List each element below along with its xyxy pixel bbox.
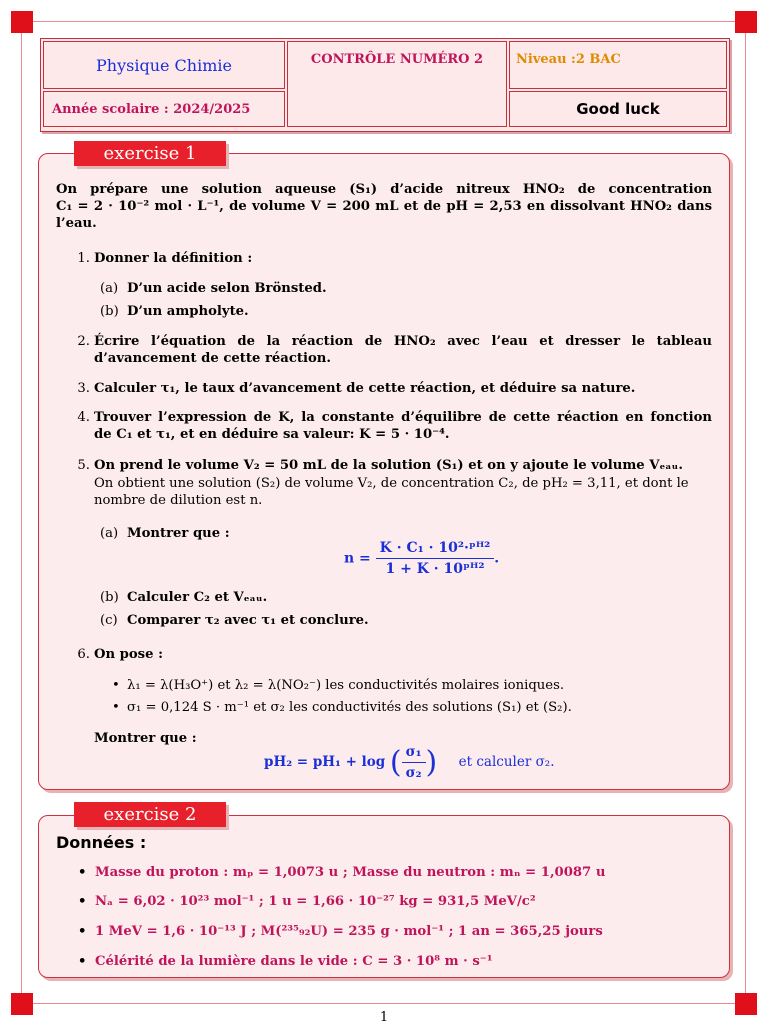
intro-line-3: l’eau. bbox=[56, 216, 97, 231]
page-number: 1 bbox=[379, 1010, 389, 1025]
q5a-text: Montrer que : bbox=[127, 526, 230, 541]
good-luck: Good luck bbox=[509, 91, 727, 127]
exercise2-tag: exercise 2 bbox=[74, 802, 226, 827]
exercise1-tag: exercise 1 bbox=[74, 141, 226, 166]
q6-number: 6. bbox=[77, 647, 90, 662]
q5b-label: (b) bbox=[100, 590, 119, 605]
ph-formula: pH₂ = pH₁ + log ( $\frac{\text{σ₁}}{\text{σ₂}}$ ) et calculer σ₂. bbox=[264, 744, 555, 781]
q2-line-2: d’avancement de cette réaction. bbox=[94, 351, 331, 366]
frame-right bbox=[745, 33, 746, 993]
data-avogadro: Nₐ = 6,02 · 10²³ mol⁻¹ ; 1 u = 1,66 · 10⁻²⁷ kg = 931,5 MeV/c² bbox=[95, 894, 536, 909]
data-light-speed: Célérité de la lumière dans le vide : C = 3 · 10⁸ m · s⁻¹ bbox=[95, 954, 493, 969]
q5c-text: Comparer τ₂ avec τ₁ et conclure. bbox=[127, 613, 369, 628]
ph-formula-fraction bbox=[402, 744, 426, 781]
data-energy-mass: 1 MeV = 1,6 · 10⁻¹³ J ; M(²³⁵₉₂U) = 235 g · mol⁻¹ ; 1 an = 365,25 jours bbox=[95, 924, 603, 939]
q5-line-2: On obtient une solution (S₂) de volume V₂, de concentration C₂, de pH₂ = 3,11, et dont le bbox=[94, 476, 689, 491]
q6-text: On pose : bbox=[94, 647, 163, 662]
formula-denominator: 1 + K · 10ᵖᴴ² bbox=[385, 561, 485, 577]
q5a-label: (a) bbox=[100, 526, 119, 541]
q4-number: 4. bbox=[77, 410, 90, 425]
data-heading: Données : bbox=[56, 833, 147, 852]
ph-formula-numerator: σ₁ bbox=[402, 744, 426, 763]
q5-line-3: nombre de dilution est n. bbox=[94, 493, 263, 508]
formula-fraction bbox=[376, 540, 495, 577]
q5b-text: Calculer C₂ et Vₑₐᵤ. bbox=[127, 590, 268, 605]
q1a-text: D’un acide selon Brönsted. bbox=[127, 281, 327, 296]
ph-formula-lhs: pH₂ = pH₁ + log bbox=[264, 754, 386, 770]
frame-bottom bbox=[33, 1003, 735, 1004]
q6-show-text: Montrer que : bbox=[94, 731, 197, 746]
ph-formula-rhs: et calculer σ₂. bbox=[458, 754, 555, 770]
formula-end: . bbox=[494, 550, 500, 567]
q2-number: 2. bbox=[77, 334, 90, 349]
q1b-label: (b) bbox=[100, 304, 119, 319]
ph-formula-denominator: σ₂ bbox=[405, 765, 422, 781]
corner-top-right bbox=[735, 11, 757, 33]
q3-text: Calculer τ₁, le taux d’avancement de cette réaction, et déduire sa nature. bbox=[94, 381, 636, 396]
frame-left bbox=[21, 33, 22, 993]
q6-bullet-2-dot: • bbox=[112, 700, 120, 715]
data-bullet-3-dot: • bbox=[78, 924, 87, 939]
school-year: Année scolaire : 2024/2025 bbox=[43, 91, 285, 127]
data-bullet-2-dot: • bbox=[78, 894, 87, 909]
subject-title: Physique Chimie bbox=[43, 41, 285, 89]
header-box bbox=[40, 38, 730, 132]
q2-line-1: Écrire l’équation de la réaction de HNO₂ avec l’eau et dresser le tableau bbox=[94, 334, 712, 349]
q5-line-1: On prend le volume V₂ = 50 mL de la solution (S₁) et on y ajoute le volume Vₑₐᵤ. bbox=[94, 458, 683, 473]
q6-bullet-2: σ₁ = 0,124 S · m⁻¹ et σ₂ les conductivités des solutions (S₁) et (S₂). bbox=[127, 700, 572, 715]
dilution-formula bbox=[344, 540, 499, 577]
data-bullet-4-dot: • bbox=[78, 954, 87, 969]
q1b-text: D’un ampholyte. bbox=[127, 304, 249, 319]
frame-top bbox=[33, 21, 735, 22]
q6-bullet-1: λ₁ = λ(H₃O⁺) et λ₂ = λ(NO₂⁻) les conductivités molaires ioniques. bbox=[127, 678, 565, 693]
q1a-label: (a) bbox=[100, 281, 119, 296]
level-label: Niveau :2 BAC bbox=[509, 41, 727, 89]
q5-number: 5. bbox=[77, 458, 90, 473]
data-proton-neutron: Masse du proton : mₚ = 1,0073 u ; Masse du neutron : mₙ = 1,0087 u bbox=[95, 865, 606, 880]
q1-text: Donner la définition : bbox=[94, 251, 253, 266]
intro-line-1: On prépare une solution aqueuse (S₁) d’acide nitreux HNO₂ de concentration bbox=[56, 182, 712, 197]
q5c-label: (c) bbox=[100, 613, 118, 628]
q3-number: 3. bbox=[77, 381, 90, 396]
exam-title: CONTRÔLE NUMÉRO 2 bbox=[287, 41, 507, 127]
intro-line-2: C₁ = 2 · 10⁻² mol · L⁻¹, de volume V = 200 mL et de pH = 2,53 en dissolvant HNO₂ dans bbox=[56, 199, 712, 214]
formula-lhs: n = bbox=[344, 550, 371, 567]
data-bullet-1-dot: • bbox=[78, 865, 87, 880]
q4-line-2: de C₁ et τ₁, et en déduire sa valeur: K = 5 · 10⁻⁴. bbox=[94, 427, 450, 442]
q4-line-1: Trouver l’expression de K, la constante d’équilibre de cette réaction en fonction bbox=[94, 410, 712, 425]
q1-number: 1. bbox=[77, 251, 90, 266]
q6-bullet-1-dot: • bbox=[112, 678, 120, 693]
corner-top-left bbox=[11, 11, 33, 33]
formula-numerator: K · C₁ · 10²·ᵖᴴ² bbox=[376, 540, 495, 559]
